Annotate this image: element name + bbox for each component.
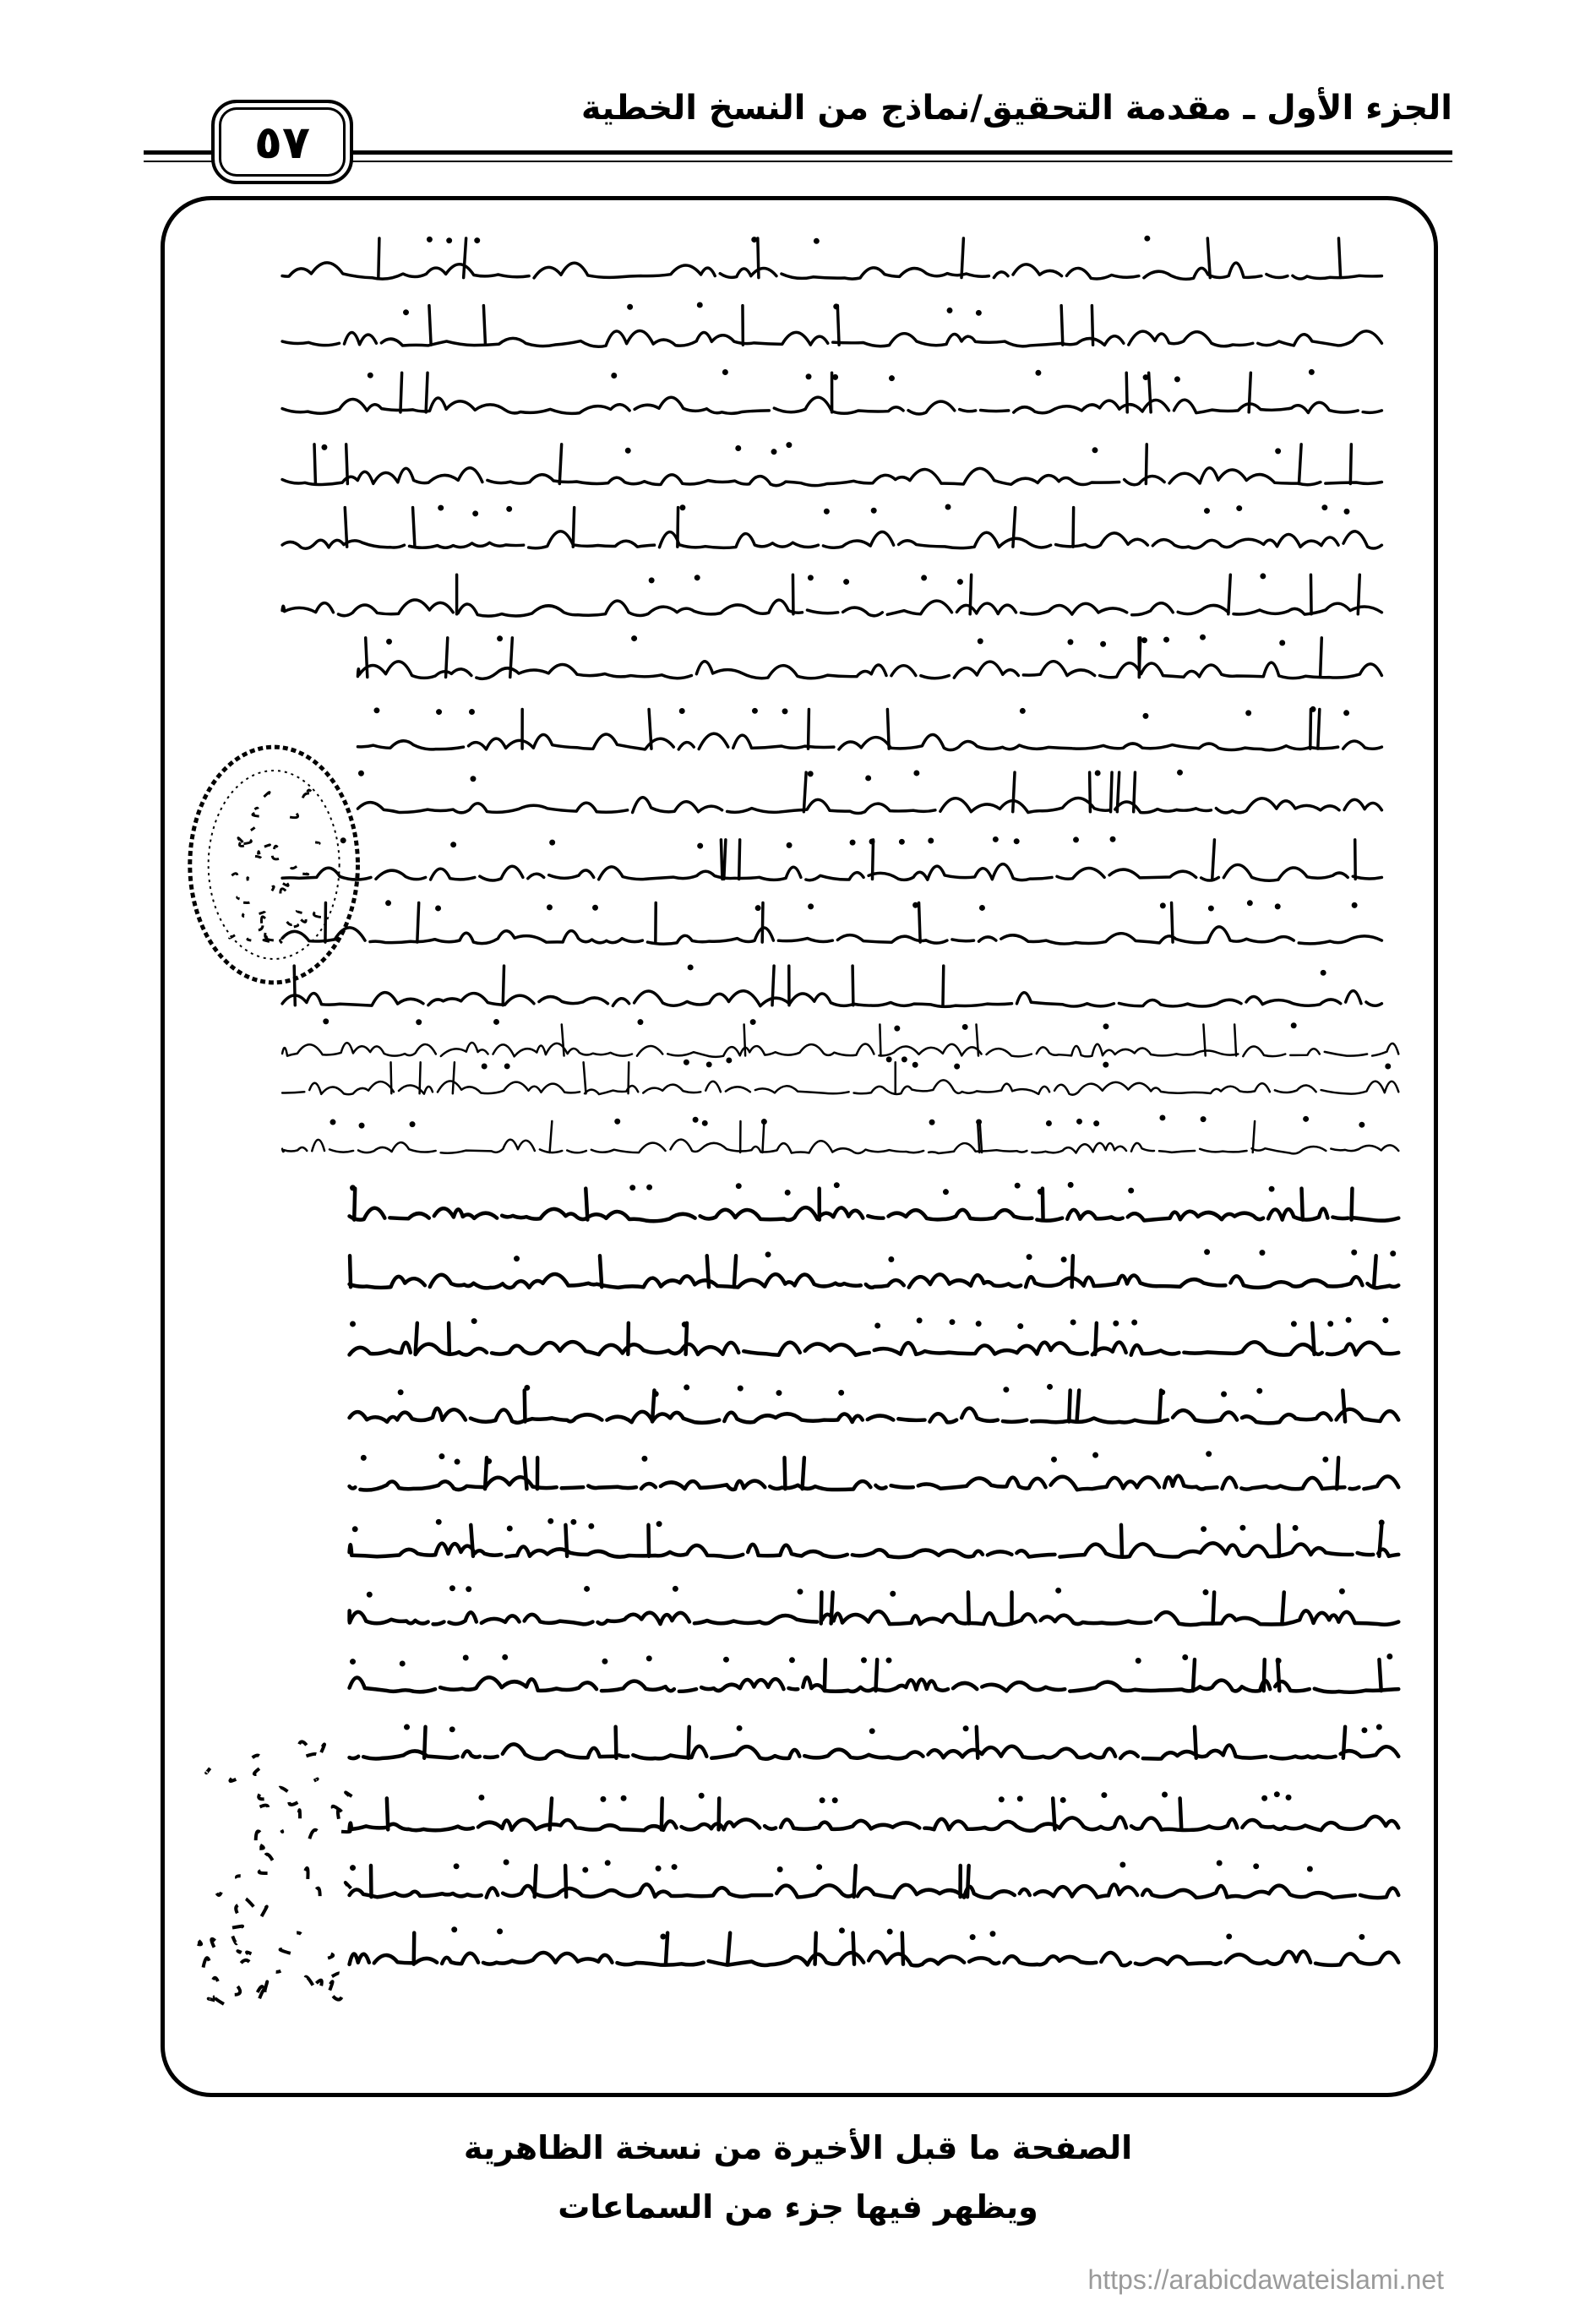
caption-line-2: ويظهر فيها جزء من السماعات — [558, 2188, 1038, 2226]
left-margin-notes-icon — [198, 1741, 352, 2003]
caption-line-1: الصفحة ما قبل الأخيرة من نسخة الظاهرية — [463, 2129, 1133, 2166]
circular-seal-icon — [190, 747, 358, 983]
handwritten-manuscript-image — [165, 200, 1434, 2093]
manuscript-image-frame — [161, 196, 1438, 2097]
watermark-url: https://arabicdawateislami.net — [1087, 2264, 1444, 2295]
running-header-title: الجزء الأول ـ مقدمة التحقيق/نماذج من النسخ الخطية — [580, 89, 1452, 128]
page-number: ٥٧ — [211, 100, 353, 184]
